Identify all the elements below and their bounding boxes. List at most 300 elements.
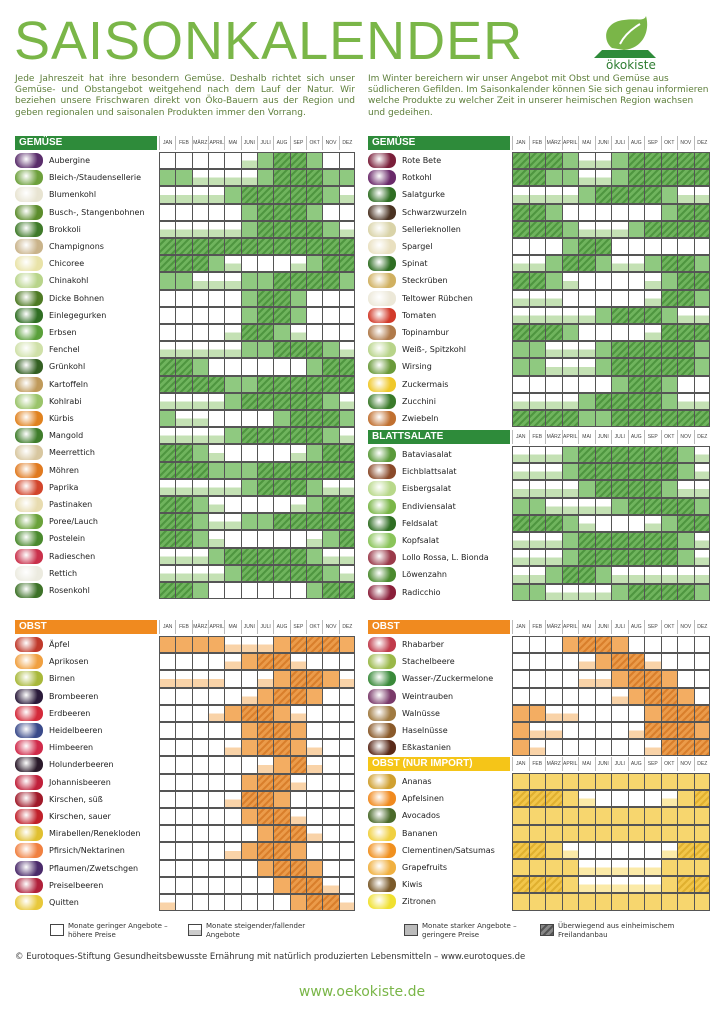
month-cell <box>562 358 579 375</box>
produce-label: Pfirsich/Nektarinen <box>49 846 125 856</box>
month-cell <box>175 653 191 670</box>
month-cell <box>595 186 612 203</box>
month-cell <box>512 688 529 705</box>
month-cell <box>578 825 595 842</box>
month-cell <box>241 548 257 565</box>
month-cell <box>661 238 678 255</box>
month-cell <box>257 548 273 565</box>
produce-label: Erbsen <box>49 328 77 337</box>
month-cell <box>273 808 289 825</box>
month-header: NOV <box>677 620 694 634</box>
month-cell <box>322 272 338 289</box>
month-cell <box>578 341 595 358</box>
produce-label: Pastinaken <box>49 500 93 509</box>
month-cell <box>628 463 645 480</box>
month-cell <box>273 255 289 272</box>
month-cell <box>595 307 612 324</box>
month-cell <box>644 290 661 307</box>
month-cell <box>241 255 257 272</box>
month-cell <box>322 530 338 547</box>
month-cell <box>192 238 208 255</box>
month-cell <box>306 324 322 341</box>
month-cell <box>224 410 240 427</box>
month-cell <box>512 290 529 307</box>
month-cell <box>578 790 595 807</box>
month-cell <box>322 393 338 410</box>
month-cell <box>273 272 289 289</box>
month-cell <box>175 255 191 272</box>
month-cell <box>611 238 628 255</box>
produce-label: Eßkastanien <box>402 743 451 753</box>
produce-icon <box>15 843 43 858</box>
month-cell <box>290 376 306 393</box>
month-cell <box>595 169 612 186</box>
produce-icon <box>368 325 396 340</box>
calendar-row <box>368 498 710 515</box>
legend-label: Überwiegend aus einheimischem Freilandanbau <box>558 922 675 939</box>
produce-label: Bataviasalat <box>402 450 452 459</box>
produce-icon <box>368 791 396 806</box>
month-cell <box>545 653 562 670</box>
produce-label: Bananen <box>402 828 438 838</box>
produce-label: Clementinen/Satsumas <box>402 845 495 855</box>
month-cell <box>661 790 678 807</box>
calendar-row <box>368 272 710 289</box>
month-cell <box>595 566 612 583</box>
month-cell <box>677 255 694 272</box>
month-cell <box>192 272 208 289</box>
month-cell <box>306 894 322 911</box>
month-cell <box>224 238 240 255</box>
calendar-row <box>15 774 355 791</box>
month-cell <box>661 186 678 203</box>
month-cell <box>224 808 240 825</box>
month-cell <box>322 791 338 808</box>
produce-label: Preiselbeeren <box>49 880 104 890</box>
month-cell <box>306 653 322 670</box>
month-cell <box>339 842 355 859</box>
month-cell <box>192 705 208 722</box>
produce-icon <box>368 671 396 686</box>
month-cell <box>677 688 694 705</box>
month-cell <box>677 376 694 393</box>
month-cell <box>159 238 175 255</box>
month-cell <box>644 739 661 756</box>
month-header: SEP <box>644 136 661 150</box>
month-cell <box>159 739 175 756</box>
month-cell <box>339 877 355 894</box>
month-cell <box>257 636 273 653</box>
month-cell <box>273 636 289 653</box>
month-header: APRIL <box>562 757 579 771</box>
month-cell <box>661 705 678 722</box>
month-header: OKT <box>661 757 678 771</box>
month-cell <box>611 842 628 859</box>
month-cell <box>208 565 224 582</box>
month-cell <box>644 688 661 705</box>
month-header: OKT <box>661 430 678 444</box>
calendar-row <box>15 427 355 444</box>
month-cell <box>241 238 257 255</box>
month-cell <box>644 636 661 653</box>
month-cell <box>694 790 711 807</box>
month-cell <box>339 444 355 461</box>
produce-icon <box>15 583 43 598</box>
month-cell <box>175 238 191 255</box>
month-cell <box>545 376 562 393</box>
month-cell <box>339 739 355 756</box>
produce-icon <box>15 775 43 790</box>
month-cell <box>339 341 355 358</box>
calendar-row <box>368 859 710 876</box>
month-cell <box>644 204 661 221</box>
month-cell <box>159 376 175 393</box>
month-cell <box>545 152 562 169</box>
month-cell <box>257 186 273 203</box>
month-cell <box>529 204 546 221</box>
month-cell <box>595 549 612 566</box>
month-cell <box>628 739 645 756</box>
month-cell <box>694 307 711 324</box>
calendar-row <box>368 446 710 463</box>
month-header: APRIL <box>208 136 224 150</box>
produce-label: Weiß-, Spitzkohl <box>402 345 466 355</box>
month-cell <box>224 688 240 705</box>
produce-label: Mirabellen/Renekloden <box>49 829 141 839</box>
month-cell <box>562 653 579 670</box>
produce-icon <box>368 411 396 426</box>
month-cell <box>224 860 240 877</box>
month-cell <box>562 463 579 480</box>
month-cell <box>677 825 694 842</box>
month-cell <box>628 358 645 375</box>
month-cell <box>677 722 694 739</box>
month-cell <box>595 393 612 410</box>
month-header: FEB <box>175 136 191 150</box>
month-cell <box>257 238 273 255</box>
month-cell <box>159 860 175 877</box>
month-header: FEB <box>529 620 546 634</box>
calendar-row <box>15 825 355 842</box>
month-cell <box>290 255 306 272</box>
month-cell <box>694 272 711 289</box>
month-cell <box>512 893 529 910</box>
month-cell <box>545 410 562 427</box>
month-cell <box>694 238 711 255</box>
month-cell <box>290 462 306 479</box>
month-header: OKT <box>306 620 322 634</box>
month-cell <box>322 722 338 739</box>
month-cell <box>306 410 322 427</box>
month-cell <box>578 307 595 324</box>
produce-label: Kartoffeln <box>49 379 89 389</box>
month-cell <box>628 566 645 583</box>
month-cell <box>192 636 208 653</box>
month-cell <box>545 463 562 480</box>
month-cell <box>192 290 208 307</box>
month-cell <box>628 169 645 186</box>
produce-label: Äpfel <box>49 640 70 649</box>
month-cell <box>159 653 175 670</box>
month-cell <box>545 842 562 859</box>
month-cell <box>562 272 579 289</box>
month-cell <box>159 791 175 808</box>
month-cell <box>339 238 355 255</box>
produce-icon <box>368 533 396 548</box>
month-cell <box>611 272 628 289</box>
month-cell <box>306 272 322 289</box>
month-cell <box>257 705 273 722</box>
month-cell <box>644 358 661 375</box>
month-cell <box>192 842 208 859</box>
month-cell <box>290 238 306 255</box>
month-header: FEB <box>529 757 546 771</box>
calendar-row <box>15 204 355 221</box>
month-cell <box>529 688 546 705</box>
month-cell <box>644 515 661 532</box>
produce-icon <box>368 273 396 288</box>
month-cell <box>545 688 562 705</box>
month-cell <box>290 444 306 461</box>
month-cell <box>241 186 257 203</box>
produce-label: Steckrüben <box>402 276 448 286</box>
produce-label: Zucchini <box>402 396 436 406</box>
month-header: MAI <box>578 136 595 150</box>
legend-label: Monate steigender/fallender Angebote <box>206 922 306 939</box>
produce-icon <box>15 445 43 460</box>
month-cell <box>159 774 175 791</box>
month-cell <box>529 566 546 583</box>
month-cell <box>175 462 191 479</box>
month-cell <box>290 756 306 773</box>
month-cell <box>192 894 208 911</box>
month-cell <box>644 341 661 358</box>
month-cell <box>241 410 257 427</box>
month-cell <box>175 272 191 289</box>
month-cell <box>512 722 529 739</box>
month-cell <box>694 410 711 427</box>
month-header: AUG <box>628 757 645 771</box>
month-cell <box>628 876 645 893</box>
month-cell <box>611 876 628 893</box>
month-cell <box>628 307 645 324</box>
month-header: APRIL <box>562 430 579 444</box>
intro-left: Jede Jahreszeit hat ihre besondern Gemüse. Deshalb richtet sich unser Gemüse- und Obstangebot weitgehend nach dem Lauf der Natur. Wir beziehen unsere Frischwaren direkt von Öko-Bauern aus der Region und geben regionalen und saisonalen Produkten immer den Vorrang. <box>15 74 355 118</box>
month-cell <box>677 705 694 722</box>
month-cell <box>578 859 595 876</box>
month-cell <box>611 688 628 705</box>
month-cell <box>273 842 289 859</box>
month-cell <box>694 688 711 705</box>
month-cell <box>578 410 595 427</box>
month-cell <box>578 532 595 549</box>
month-cell <box>322 341 338 358</box>
month-cell <box>208 324 224 341</box>
month-header: AUG <box>628 430 645 444</box>
month-header: JAN <box>512 757 529 771</box>
month-cell <box>661 358 678 375</box>
month-cell <box>529 463 546 480</box>
month-cell <box>512 238 529 255</box>
month-cell <box>241 324 257 341</box>
produce-icon <box>15 861 43 876</box>
produce-label: Möhren <box>49 465 79 475</box>
month-cell <box>208 722 224 739</box>
month-cell <box>677 358 694 375</box>
produce-label: Stachelbeere <box>402 657 455 667</box>
month-cell <box>159 462 175 479</box>
month-cell <box>595 152 612 169</box>
month-cell <box>273 670 289 687</box>
month-header: JULI <box>611 430 628 444</box>
month-cell <box>192 565 208 582</box>
month-cell <box>224 324 240 341</box>
website-link[interactable]: www.oekokiste.de <box>298 984 426 1000</box>
month-cell <box>611 358 628 375</box>
month-cell <box>339 894 355 911</box>
month-cell <box>159 756 175 773</box>
month-cell <box>512 358 529 375</box>
month-header: SEP <box>644 757 661 771</box>
month-cell <box>306 290 322 307</box>
month-header: JUNI <box>595 757 612 771</box>
produce-icon <box>368 843 396 858</box>
month-cell <box>224 169 240 186</box>
month-cell <box>208 842 224 859</box>
month-cell <box>208 582 224 599</box>
month-cell <box>306 636 322 653</box>
month-cell <box>175 496 191 513</box>
produce-icon <box>15 723 43 738</box>
month-header: JUNI <box>595 430 612 444</box>
month-cell <box>661 290 678 307</box>
calendar-row <box>15 877 355 894</box>
month-cell <box>192 186 208 203</box>
month-cell <box>273 462 289 479</box>
produce-label: Postelein <box>49 534 86 544</box>
month-cell <box>694 393 711 410</box>
month-cell <box>290 221 306 238</box>
month-cell <box>562 876 579 893</box>
month-cell <box>529 446 546 463</box>
produce-label: Quitten <box>49 898 79 907</box>
month-cell <box>562 498 579 515</box>
produce-icon <box>15 256 43 271</box>
month-cell <box>322 444 338 461</box>
month-cell <box>694 859 711 876</box>
month-cell <box>322 186 338 203</box>
month-cell <box>694 221 711 238</box>
month-cell <box>694 893 711 910</box>
month-cell <box>644 272 661 289</box>
month-cell <box>273 427 289 444</box>
month-cell <box>192 376 208 393</box>
produce-icon <box>15 566 43 581</box>
month-cell <box>208 204 224 221</box>
produce-icon <box>368 567 396 582</box>
month-cell <box>611 859 628 876</box>
month-cell <box>257 756 273 773</box>
month-cell <box>595 341 612 358</box>
month-cell <box>322 169 338 186</box>
month-cell <box>273 221 289 238</box>
month-cell <box>208 548 224 565</box>
produce-icon <box>368 205 396 220</box>
month-cell <box>339 860 355 877</box>
month-cell <box>241 290 257 307</box>
month-cell <box>628 255 645 272</box>
month-cell <box>611 739 628 756</box>
produce-icon <box>15 637 43 652</box>
month-cell <box>241 808 257 825</box>
section-header: GEMÜSE <box>15 136 157 150</box>
month-cell <box>545 825 562 842</box>
month-cell <box>224 307 240 324</box>
month-cell <box>595 876 612 893</box>
calendar-row <box>15 169 355 186</box>
month-cell <box>694 532 711 549</box>
month-cell <box>322 410 338 427</box>
calendar-row <box>15 548 355 565</box>
month-cell <box>224 548 240 565</box>
month-cell <box>175 548 191 565</box>
month-cell <box>595 238 612 255</box>
month-cell <box>677 790 694 807</box>
month-cell <box>694 739 711 756</box>
month-cell <box>628 446 645 463</box>
month-header: SEP <box>644 620 661 634</box>
month-cell <box>578 584 595 601</box>
month-cell <box>694 842 711 859</box>
produce-icon <box>15 549 43 564</box>
month-cell <box>512 272 529 289</box>
month-cell <box>628 324 645 341</box>
calendar-row <box>15 653 355 670</box>
month-header: JUNI <box>241 136 257 150</box>
month-cell <box>512 653 529 670</box>
produce-label: Radicchio <box>402 587 441 597</box>
month-cell <box>677 532 694 549</box>
month-cell <box>677 480 694 497</box>
produce-icon <box>15 359 43 374</box>
month-header: AUG <box>628 620 645 634</box>
month-cell <box>628 480 645 497</box>
month-cell <box>192 324 208 341</box>
month-cell <box>628 688 645 705</box>
month-cell <box>661 842 678 859</box>
month-cell <box>322 756 338 773</box>
month-cell <box>175 324 191 341</box>
month-cell <box>322 842 338 859</box>
month-cell <box>611 670 628 687</box>
month-cell <box>595 636 612 653</box>
month-cell <box>192 791 208 808</box>
month-cell <box>562 290 579 307</box>
month-cell <box>241 341 257 358</box>
month-cell <box>545 584 562 601</box>
month-cell <box>241 513 257 530</box>
month-cell <box>611 324 628 341</box>
month-cell <box>611 566 628 583</box>
month-cell <box>290 186 306 203</box>
month-cell <box>545 169 562 186</box>
calendar-row <box>368 290 710 307</box>
calendar-row <box>368 825 710 842</box>
month-cell <box>306 444 322 461</box>
month-cell <box>241 565 257 582</box>
month-cell <box>306 688 322 705</box>
calendar-row <box>15 756 355 773</box>
